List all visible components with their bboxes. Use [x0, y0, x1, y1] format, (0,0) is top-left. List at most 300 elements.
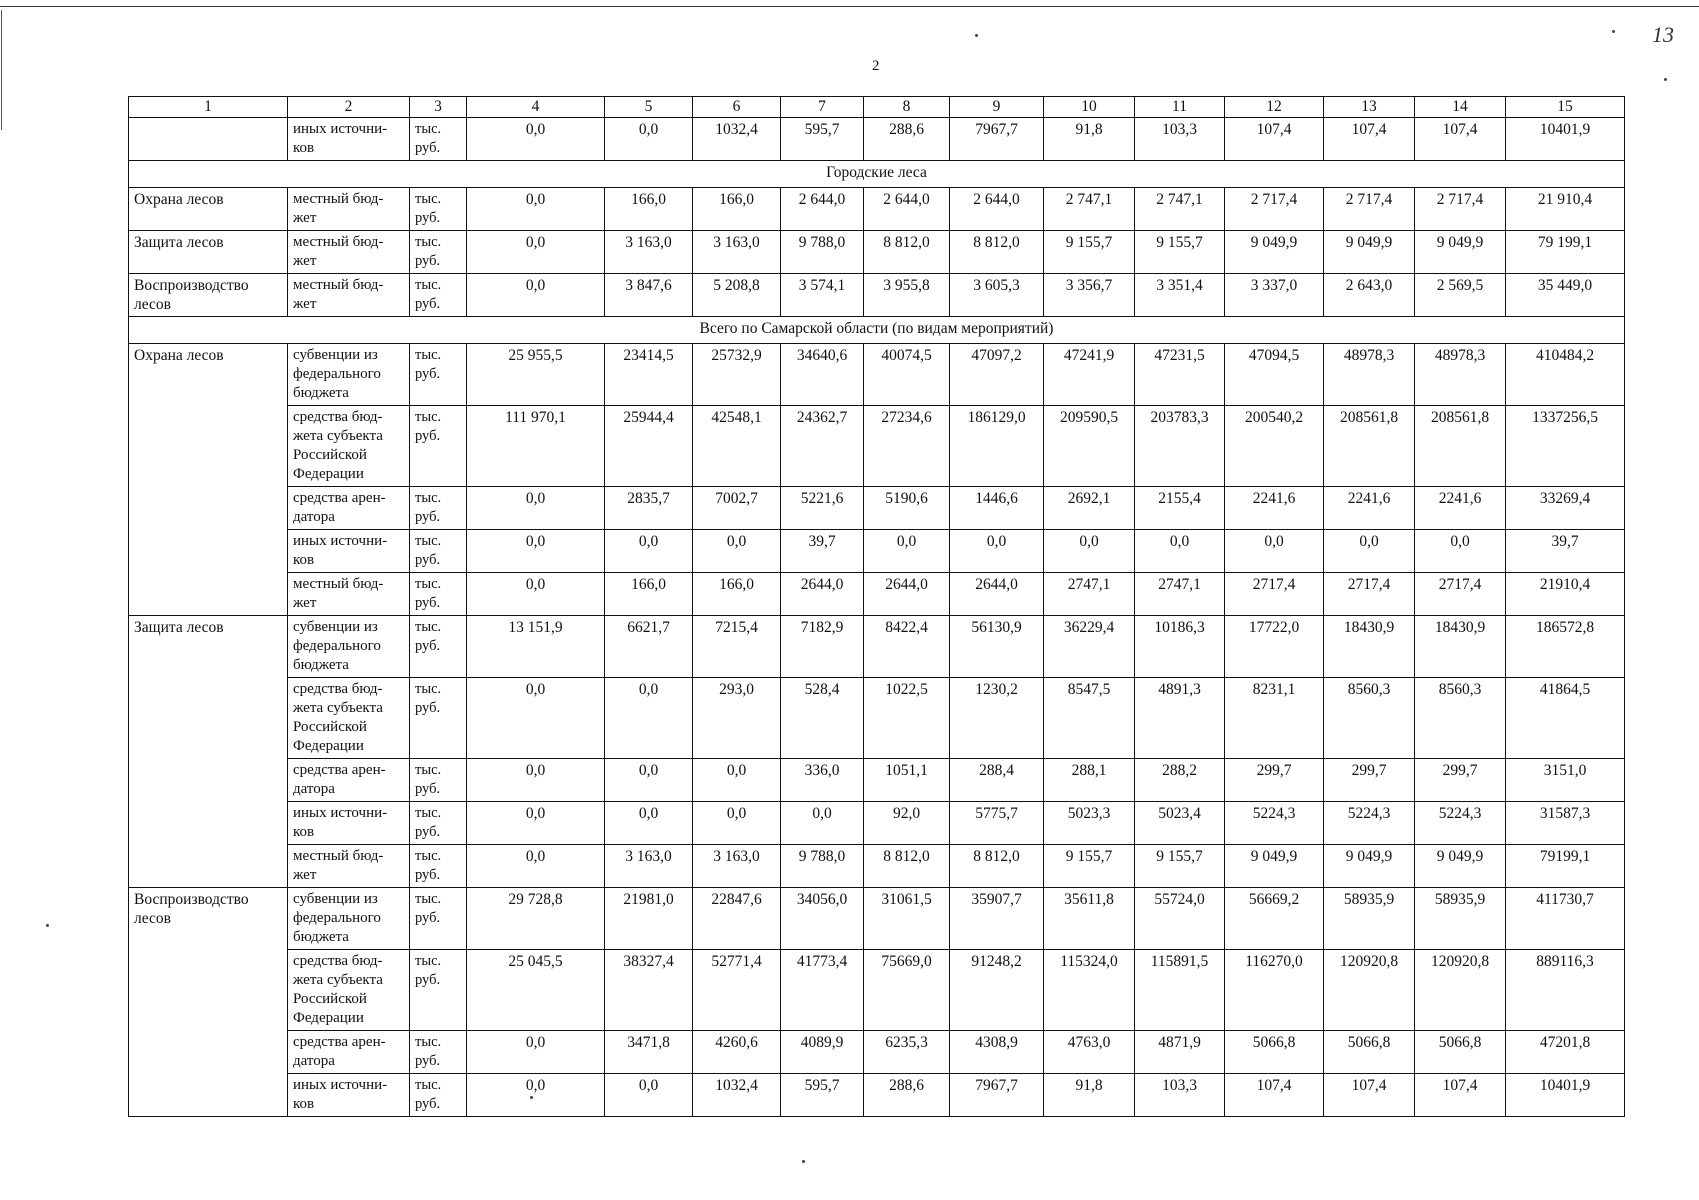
value-cell: 47231,5 — [1135, 344, 1225, 406]
value-cell: 5066,8 — [1324, 1031, 1415, 1074]
budget-table — [128, 96, 1625, 1117]
value-cell: 3 605,3 — [950, 274, 1044, 317]
unit-cell: тыс. руб. — [410, 487, 467, 530]
value-cell: 208561,8 — [1415, 406, 1506, 487]
value-cell: 2717,4 — [1324, 573, 1415, 616]
funding-source-cell: средства арен- датора — [288, 487, 410, 530]
value-cell: 1337256,5 — [1506, 406, 1625, 487]
value-cell: 27234,6 — [864, 406, 950, 487]
column-header: 12 — [1225, 97, 1324, 118]
value-cell: 9 049,9 — [1225, 845, 1324, 888]
value-cell: 5221,6 — [781, 487, 864, 530]
value-cell: 103,3 — [1135, 1074, 1225, 1117]
value-cell: 40074,5 — [864, 344, 950, 406]
value-cell: 6621,7 — [605, 616, 693, 678]
value-cell: 0,0 — [693, 802, 781, 845]
column-header: 8 — [864, 97, 950, 118]
table-row — [129, 274, 1625, 317]
activity-cell: Защита лесов — [129, 616, 288, 888]
value-cell: 10401,9 — [1506, 1074, 1625, 1117]
unit-cell: тыс. руб. — [410, 1074, 467, 1117]
column-header: 11 — [1135, 97, 1225, 118]
value-cell: 166,0 — [693, 573, 781, 616]
table-row — [129, 678, 1625, 759]
activity-cell: Воспроизводство лесов — [129, 888, 288, 1117]
value-cell: 1032,4 — [693, 1074, 781, 1117]
scan-speck — [975, 34, 978, 37]
value-cell: 3 163,0 — [693, 845, 781, 888]
value-cell: 4891,3 — [1135, 678, 1225, 759]
table-row — [129, 616, 1625, 678]
funding-source-cell: местный бюд- жет — [288, 274, 410, 317]
activity-cell — [129, 118, 288, 161]
value-cell: 288,6 — [864, 118, 950, 161]
unit-cell: тыс. руб. — [410, 950, 467, 1031]
column-header: 1 — [129, 97, 288, 118]
value-cell: 18430,9 — [1324, 616, 1415, 678]
scan-speck — [802, 1160, 805, 1163]
value-cell: 115891,5 — [1135, 950, 1225, 1031]
funding-source-cell: средства арен- датора — [288, 1031, 410, 1074]
value-cell: 24362,7 — [781, 406, 864, 487]
value-cell: 0,0 — [467, 487, 605, 530]
funding-source-cell: иных источни- ков — [288, 1074, 410, 1117]
unit-cell: тыс. руб. — [410, 344, 467, 406]
table-row — [129, 231, 1625, 274]
value-cell: 29 728,8 — [467, 888, 605, 950]
table-row — [129, 530, 1625, 573]
value-cell: 8 812,0 — [864, 845, 950, 888]
value-cell: 0,0 — [1044, 530, 1135, 573]
value-cell: 91248,2 — [950, 950, 1044, 1031]
value-cell: 8560,3 — [1324, 678, 1415, 759]
value-cell: 8547,5 — [1044, 678, 1135, 759]
value-cell: 2747,1 — [1044, 573, 1135, 616]
value-cell: 115324,0 — [1044, 950, 1135, 1031]
value-cell: 9 788,0 — [781, 845, 864, 888]
activity-cell: Защита лесов — [129, 231, 288, 274]
funding-source-cell: местный бюд- жет — [288, 231, 410, 274]
value-cell: 0,0 — [467, 678, 605, 759]
value-cell: 889116,3 — [1506, 950, 1625, 1031]
value-cell: 2 747,1 — [1135, 188, 1225, 231]
value-cell: 0,0 — [467, 845, 605, 888]
value-cell: 9 049,9 — [1415, 231, 1506, 274]
table-row — [129, 344, 1625, 406]
value-cell: 25 045,5 — [467, 950, 605, 1031]
value-cell: 42548,1 — [693, 406, 781, 487]
value-cell: 21 910,4 — [1506, 188, 1625, 231]
funding-source-cell: средства арен- датора — [288, 759, 410, 802]
value-cell: 2241,6 — [1324, 487, 1415, 530]
value-cell: 58935,9 — [1324, 888, 1415, 950]
value-cell: 47097,2 — [950, 344, 1044, 406]
value-cell: 1051,1 — [864, 759, 950, 802]
column-header: 9 — [950, 97, 1044, 118]
value-cell: 56130,9 — [950, 616, 1044, 678]
value-cell: 3 955,8 — [864, 274, 950, 317]
value-cell: 79 199,1 — [1506, 231, 1625, 274]
value-cell: 9 049,9 — [1225, 231, 1324, 274]
value-cell: 2 747,1 — [1044, 188, 1135, 231]
value-cell: 34640,6 — [781, 344, 864, 406]
table-row — [129, 802, 1625, 845]
value-cell: 120920,8 — [1324, 950, 1415, 1031]
table-row — [129, 188, 1625, 231]
value-cell: 25944,4 — [605, 406, 693, 487]
value-cell: 39,7 — [781, 530, 864, 573]
value-cell: 9 788,0 — [781, 231, 864, 274]
value-cell: 36229,4 — [1044, 616, 1135, 678]
value-cell: 107,4 — [1415, 1074, 1506, 1117]
page-number: 2 — [872, 58, 880, 74]
value-cell: 0,0 — [605, 678, 693, 759]
value-cell: 0,0 — [467, 530, 605, 573]
value-cell: 411730,7 — [1506, 888, 1625, 950]
scan-speck — [1612, 30, 1615, 33]
value-cell: 0,0 — [467, 759, 605, 802]
value-cell: 1032,4 — [693, 118, 781, 161]
value-cell: 0,0 — [467, 118, 605, 161]
value-cell: 293,0 — [693, 678, 781, 759]
value-cell: 0,0 — [1324, 530, 1415, 573]
column-header: 13 — [1324, 97, 1415, 118]
value-cell: 107,4 — [1415, 118, 1506, 161]
value-cell: 595,7 — [781, 118, 864, 161]
value-cell: 47241,9 — [1044, 344, 1135, 406]
value-cell: 55724,0 — [1135, 888, 1225, 950]
value-cell: 5023,4 — [1135, 802, 1225, 845]
funding-source-cell: средства бюд- жета субъекта Российской Федерации — [288, 950, 410, 1031]
value-cell: 288,6 — [864, 1074, 950, 1117]
value-cell: 5224,3 — [1415, 802, 1506, 845]
value-cell: 5 208,8 — [693, 274, 781, 317]
funding-source-cell: субвенции из федерального бюджета — [288, 344, 410, 406]
value-cell: 299,7 — [1324, 759, 1415, 802]
column-header: 5 — [605, 97, 693, 118]
column-header: 7 — [781, 97, 864, 118]
value-cell: 3 163,0 — [693, 231, 781, 274]
value-cell: 336,0 — [781, 759, 864, 802]
value-cell: 3151,0 — [1506, 759, 1625, 802]
value-cell: 35611,8 — [1044, 888, 1135, 950]
value-cell: 3 847,6 — [605, 274, 693, 317]
value-cell: 35907,7 — [950, 888, 1044, 950]
value-cell: 7215,4 — [693, 616, 781, 678]
value-cell: 0,0 — [467, 802, 605, 845]
value-cell: 166,0 — [693, 188, 781, 231]
value-cell: 2241,6 — [1225, 487, 1324, 530]
unit-cell: тыс. руб. — [410, 231, 467, 274]
value-cell: 5190,6 — [864, 487, 950, 530]
activity-cell: Воспроизводство лесов — [129, 274, 288, 317]
value-cell: 0,0 — [781, 802, 864, 845]
value-cell: 33269,4 — [1506, 487, 1625, 530]
column-header: 14 — [1415, 97, 1506, 118]
value-cell: 186572,8 — [1506, 616, 1625, 678]
value-cell: 2747,1 — [1135, 573, 1225, 616]
scan-speck — [46, 924, 49, 927]
value-cell: 3 356,7 — [1044, 274, 1135, 317]
value-cell: 41773,4 — [781, 950, 864, 1031]
value-cell: 0,0 — [605, 1074, 693, 1117]
value-cell: 17722,0 — [1225, 616, 1324, 678]
value-cell: 3471,8 — [605, 1031, 693, 1074]
value-cell: 7182,9 — [781, 616, 864, 678]
handwritten-page-mark: 13 — [1652, 22, 1674, 47]
value-cell: 0,0 — [693, 530, 781, 573]
value-cell: 299,7 — [1225, 759, 1324, 802]
value-cell: 1446,6 — [950, 487, 1044, 530]
value-cell: 107,4 — [1225, 1074, 1324, 1117]
funding-source-cell: средства бюд- жета субъекта Российской Федерации — [288, 678, 410, 759]
unit-cell: тыс. руб. — [410, 759, 467, 802]
unit-cell: тыс. руб. — [410, 188, 467, 231]
value-cell: 8422,4 — [864, 616, 950, 678]
value-cell: 9 155,7 — [1044, 845, 1135, 888]
table-row — [129, 487, 1625, 530]
value-cell: 10401,9 — [1506, 118, 1625, 161]
value-cell: 8 812,0 — [950, 845, 1044, 888]
activity-cell: Охрана лесов — [129, 344, 288, 616]
value-cell: 91,8 — [1044, 1074, 1135, 1117]
value-cell: 9 155,7 — [1135, 845, 1225, 888]
value-cell: 8560,3 — [1415, 678, 1506, 759]
table-row — [129, 845, 1625, 888]
value-cell: 2 717,4 — [1225, 188, 1324, 231]
value-cell: 6235,3 — [864, 1031, 950, 1074]
value-cell: 39,7 — [1506, 530, 1625, 573]
unit-cell: тыс. руб. — [410, 274, 467, 317]
value-cell: 52771,4 — [693, 950, 781, 1031]
value-cell: 2644,0 — [950, 573, 1044, 616]
value-cell: 8 812,0 — [950, 231, 1044, 274]
value-cell: 0,0 — [1415, 530, 1506, 573]
value-cell: 0,0 — [605, 802, 693, 845]
value-cell: 0,0 — [864, 530, 950, 573]
scan-edge-line-left — [1, 10, 2, 130]
value-cell: 111 970,1 — [467, 406, 605, 487]
value-cell: 528,4 — [781, 678, 864, 759]
value-cell: 0,0 — [467, 573, 605, 616]
value-cell: 3 351,4 — [1135, 274, 1225, 317]
value-cell: 9 049,9 — [1324, 231, 1415, 274]
column-header: 3 — [410, 97, 467, 118]
column-header: 10 — [1044, 97, 1135, 118]
value-cell: 2692,1 — [1044, 487, 1135, 530]
value-cell: 3 163,0 — [605, 845, 693, 888]
funding-source-cell: иных источни- ков — [288, 530, 410, 573]
value-cell: 48978,3 — [1324, 344, 1415, 406]
value-cell: 4871,9 — [1135, 1031, 1225, 1074]
funding-source-cell: местный бюд- жет — [288, 573, 410, 616]
table-row — [129, 406, 1625, 487]
value-cell: 0,0 — [467, 188, 605, 231]
value-cell: 595,7 — [781, 1074, 864, 1117]
value-cell: 107,4 — [1225, 118, 1324, 161]
value-cell: 58935,9 — [1415, 888, 1506, 950]
unit-cell: тыс. руб. — [410, 530, 467, 573]
table-row — [129, 573, 1625, 616]
value-cell: 3 337,0 — [1225, 274, 1324, 317]
value-cell: 186129,0 — [950, 406, 1044, 487]
value-cell: 5224,3 — [1324, 802, 1415, 845]
value-cell: 35 449,0 — [1506, 274, 1625, 317]
value-cell: 2835,7 — [605, 487, 693, 530]
value-cell: 200540,2 — [1225, 406, 1324, 487]
value-cell: 203783,3 — [1135, 406, 1225, 487]
value-cell: 3 163,0 — [605, 231, 693, 274]
scan-speck — [1664, 78, 1667, 81]
value-cell: 208561,8 — [1324, 406, 1415, 487]
value-cell: 9 155,7 — [1044, 231, 1135, 274]
value-cell: 31587,3 — [1506, 802, 1625, 845]
value-cell: 41864,5 — [1506, 678, 1625, 759]
value-cell: 8 812,0 — [864, 231, 950, 274]
value-cell: 7967,7 — [950, 118, 1044, 161]
value-cell: 8231,1 — [1225, 678, 1324, 759]
value-cell: 3 574,1 — [781, 274, 864, 317]
value-cell: 0,0 — [467, 1031, 605, 1074]
value-cell: 21981,0 — [605, 888, 693, 950]
value-cell: 103,3 — [1135, 118, 1225, 161]
section-title: Городские леса — [129, 161, 1625, 188]
unit-cell: тыс. руб. — [410, 406, 467, 487]
column-header: 4 — [467, 97, 605, 118]
funding-source-cell: местный бюд- жет — [288, 188, 410, 231]
value-cell: 38327,4 — [605, 950, 693, 1031]
funding-source-cell: иных источни- ков — [288, 802, 410, 845]
funding-source-cell: средства бюд- жета субъекта Российской Федерации — [288, 406, 410, 487]
value-cell: 107,4 — [1324, 1074, 1415, 1117]
value-cell: 166,0 — [605, 573, 693, 616]
value-cell: 47201,8 — [1506, 1031, 1625, 1074]
activity-cell: Охрана лесов — [129, 188, 288, 231]
table-row — [129, 1031, 1625, 1074]
value-cell: 56669,2 — [1225, 888, 1324, 950]
value-cell: 2 644,0 — [864, 188, 950, 231]
unit-cell: тыс. руб. — [410, 573, 467, 616]
value-cell: 209590,5 — [1044, 406, 1135, 487]
value-cell: 2644,0 — [864, 573, 950, 616]
value-cell: 9 049,9 — [1415, 845, 1506, 888]
section-title: Всего по Самарской области (по видам мероприятий) — [129, 317, 1625, 344]
value-cell: 5066,8 — [1225, 1031, 1324, 1074]
value-cell: 79199,1 — [1506, 845, 1625, 888]
value-cell: 2 644,0 — [781, 188, 864, 231]
value-cell: 34056,0 — [781, 888, 864, 950]
value-cell: 9 049,9 — [1324, 845, 1415, 888]
column-header: 2 — [288, 97, 410, 118]
value-cell: 2 569,5 — [1415, 274, 1506, 317]
value-cell: 5066,8 — [1415, 1031, 1506, 1074]
value-cell: 5224,3 — [1225, 802, 1324, 845]
value-cell: 2 643,0 — [1324, 274, 1415, 317]
value-cell: 9 155,7 — [1135, 231, 1225, 274]
column-header: 15 — [1506, 97, 1625, 118]
value-cell: 25 955,5 — [467, 344, 605, 406]
value-cell: 0,0 — [950, 530, 1044, 573]
value-cell: 120920,8 — [1415, 950, 1506, 1031]
value-cell: 2644,0 — [781, 573, 864, 616]
unit-cell: тыс. руб. — [410, 678, 467, 759]
value-cell: 4763,0 — [1044, 1031, 1135, 1074]
value-cell: 2717,4 — [1415, 573, 1506, 616]
value-cell: 0,0 — [1135, 530, 1225, 573]
value-cell: 288,1 — [1044, 759, 1135, 802]
value-cell: 48978,3 — [1415, 344, 1506, 406]
table-row — [129, 118, 1625, 161]
unit-cell: тыс. руб. — [410, 802, 467, 845]
unit-cell: тыс. руб. — [410, 616, 467, 678]
funding-source-cell: иных источни- ков — [288, 118, 410, 161]
value-cell: 18430,9 — [1415, 616, 1506, 678]
unit-cell: тыс. руб. — [410, 845, 467, 888]
value-cell: 0,0 — [467, 1074, 605, 1117]
value-cell: 7967,7 — [950, 1074, 1044, 1117]
table-row — [129, 950, 1625, 1031]
value-cell: 2241,6 — [1415, 487, 1506, 530]
value-cell: 92,0 — [864, 802, 950, 845]
column-number-row — [129, 97, 1625, 118]
value-cell: 2717,4 — [1225, 573, 1324, 616]
value-cell: 47094,5 — [1225, 344, 1324, 406]
value-cell: 0,0 — [605, 530, 693, 573]
table-row — [129, 759, 1625, 802]
table-row — [129, 1074, 1625, 1117]
value-cell: 5023,3 — [1044, 802, 1135, 845]
value-cell: 25732,9 — [693, 344, 781, 406]
unit-cell: тыс. руб. — [410, 888, 467, 950]
value-cell: 23414,5 — [605, 344, 693, 406]
value-cell: 2 644,0 — [950, 188, 1044, 231]
value-cell: 0,0 — [605, 118, 693, 161]
value-cell: 2155,4 — [1135, 487, 1225, 530]
value-cell: 4089,9 — [781, 1031, 864, 1074]
value-cell: 0,0 — [605, 759, 693, 802]
unit-cell: тыс. руб. — [410, 1031, 467, 1074]
section-header-row — [129, 161, 1625, 188]
table-row — [129, 888, 1625, 950]
funding-source-cell: субвенции из федерального бюджета — [288, 888, 410, 950]
value-cell: 21910,4 — [1506, 573, 1625, 616]
value-cell: 410484,2 — [1506, 344, 1625, 406]
value-cell: 0,0 — [1225, 530, 1324, 573]
value-cell: 13 151,9 — [467, 616, 605, 678]
table-body — [129, 118, 1625, 1117]
value-cell: 2 717,4 — [1324, 188, 1415, 231]
value-cell: 91,8 — [1044, 118, 1135, 161]
value-cell: 31061,5 — [864, 888, 950, 950]
value-cell: 10186,3 — [1135, 616, 1225, 678]
funding-source-cell: субвенции из федерального бюджета — [288, 616, 410, 678]
value-cell: 166,0 — [605, 188, 693, 231]
value-cell: 116270,0 — [1225, 950, 1324, 1031]
value-cell: 22847,6 — [693, 888, 781, 950]
value-cell: 5775,7 — [950, 802, 1044, 845]
value-cell: 1230,2 — [950, 678, 1044, 759]
value-cell: 0,0 — [467, 274, 605, 317]
value-cell: 4260,6 — [693, 1031, 781, 1074]
column-header: 6 — [693, 97, 781, 118]
value-cell: 4308,9 — [950, 1031, 1044, 1074]
value-cell: 7002,7 — [693, 487, 781, 530]
value-cell: 1022,5 — [864, 678, 950, 759]
scan-edge-line — [0, 6, 1699, 7]
value-cell: 75669,0 — [864, 950, 950, 1031]
value-cell: 288,2 — [1135, 759, 1225, 802]
value-cell: 299,7 — [1415, 759, 1506, 802]
